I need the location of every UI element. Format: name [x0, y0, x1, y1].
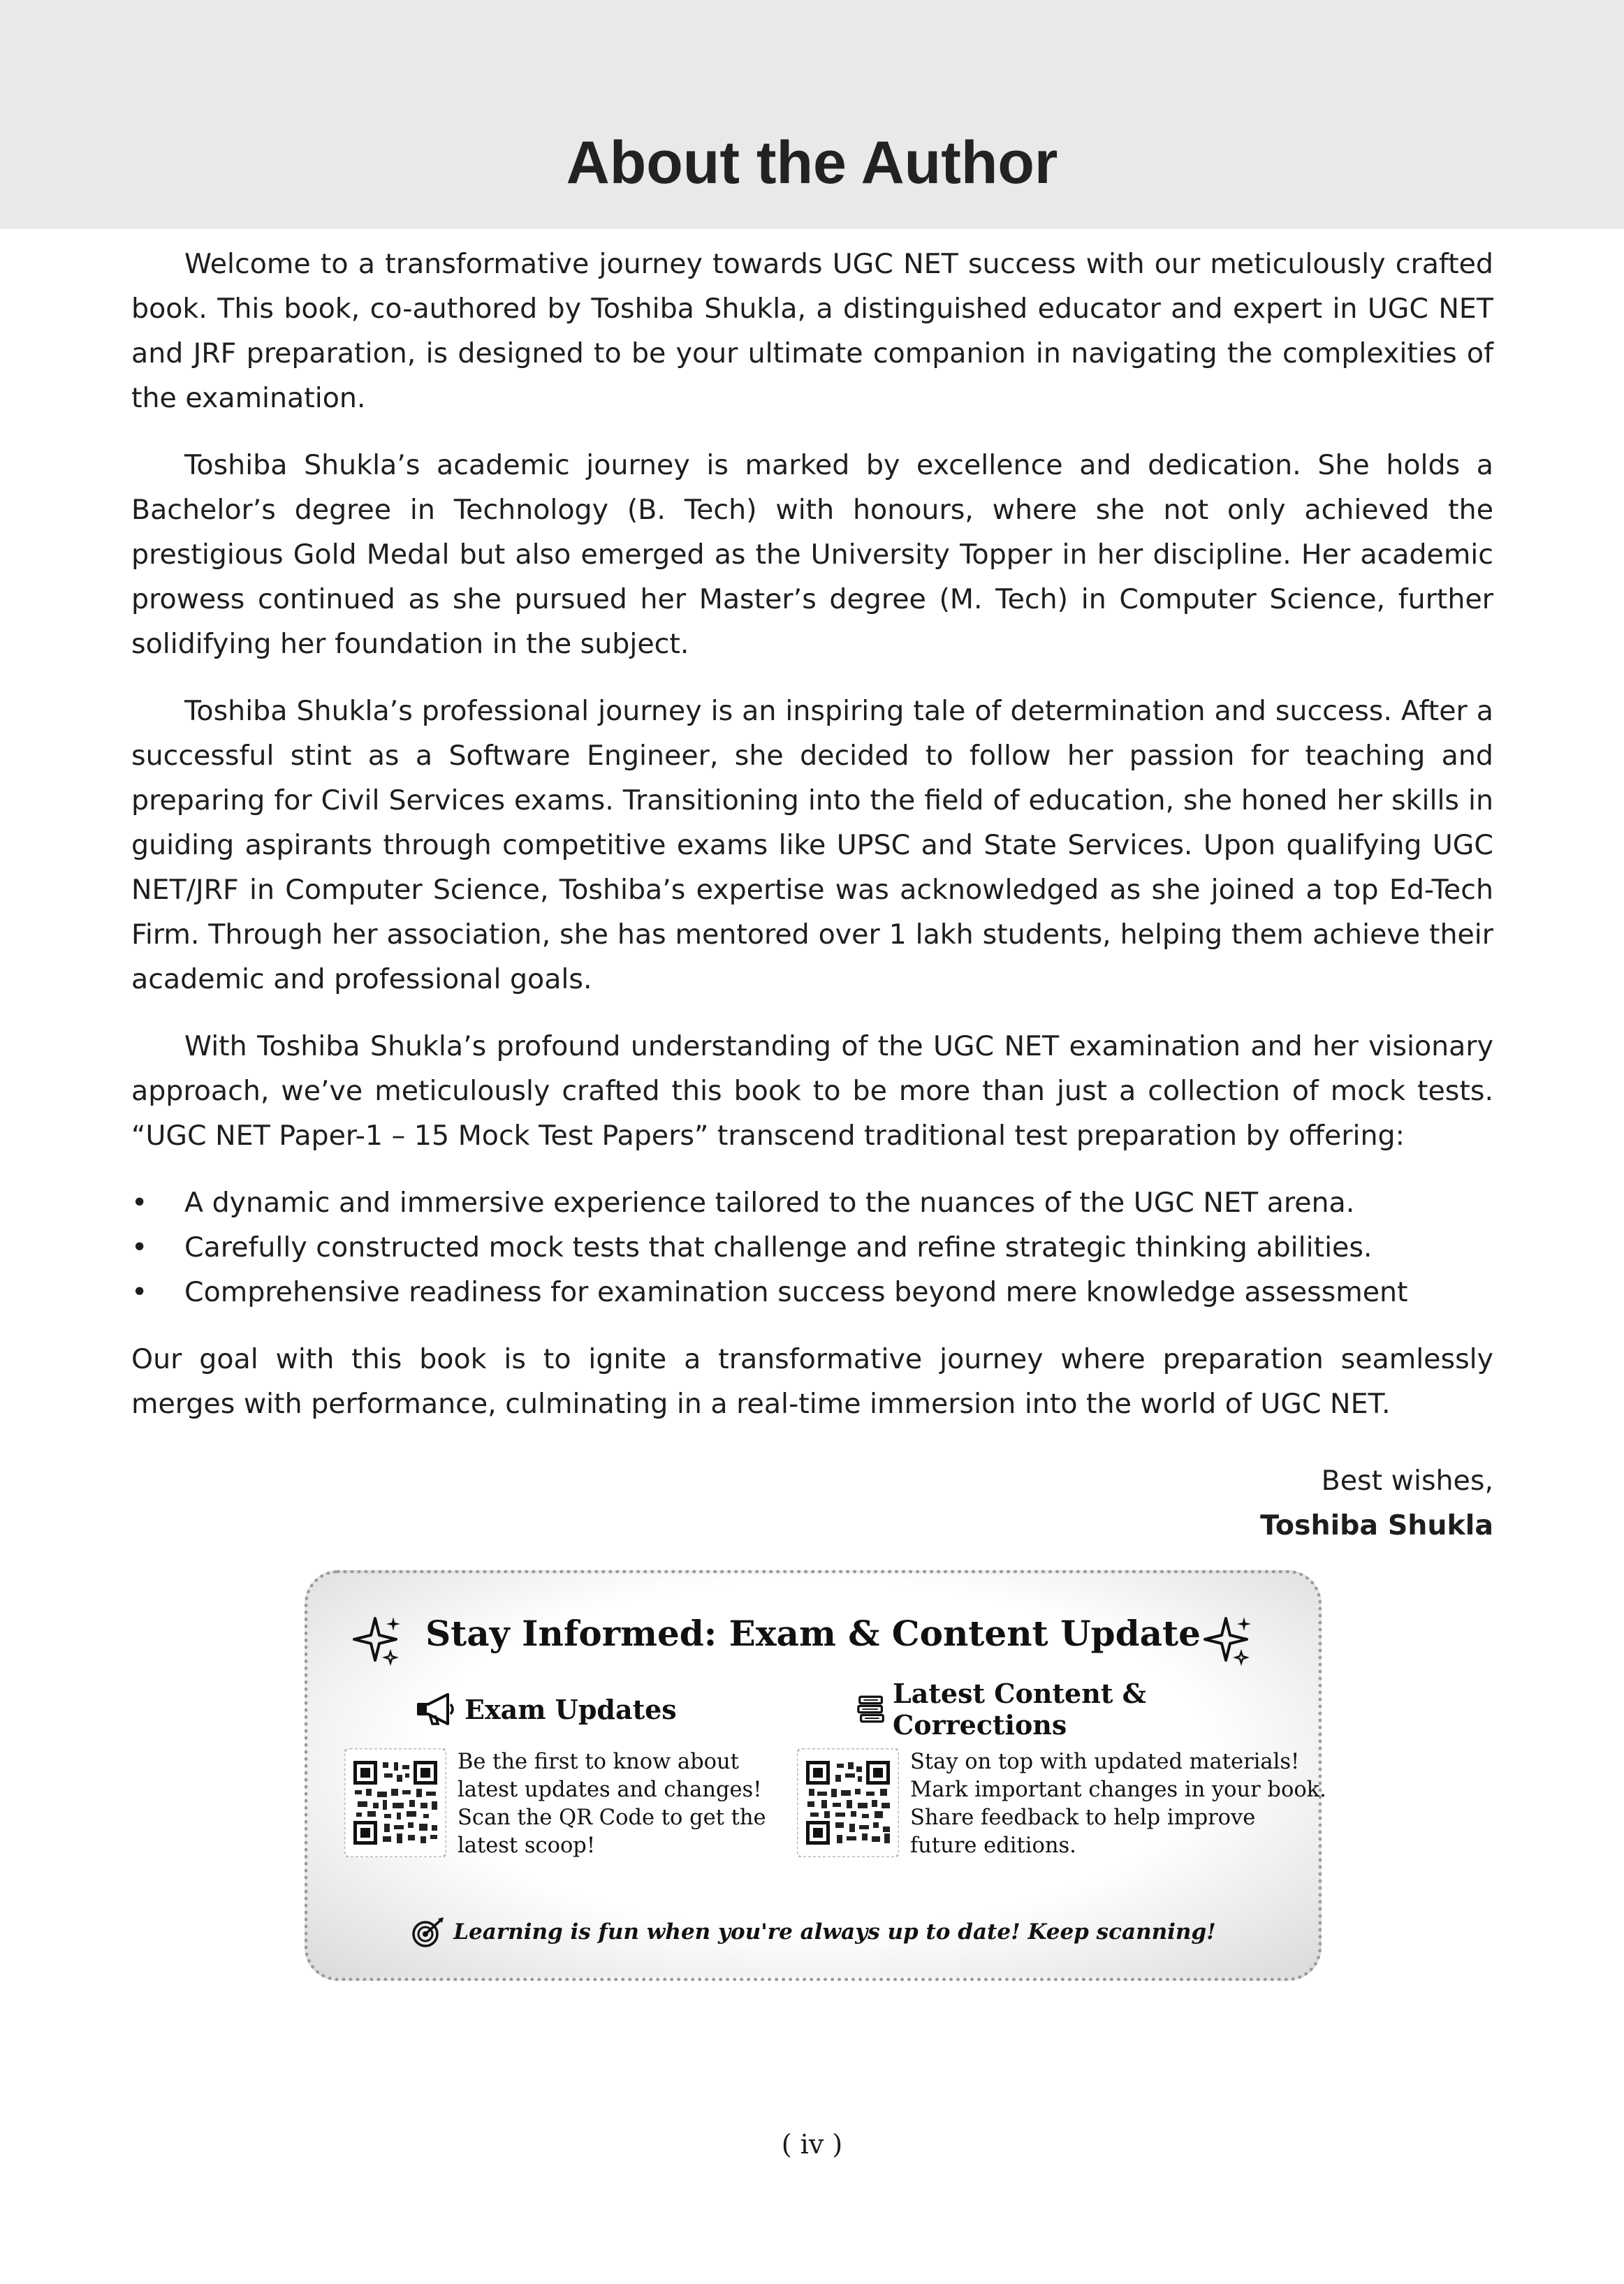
exam-updates-line: Be the first to know about	[458, 1750, 739, 1774]
author-bio	[131, 242, 1493, 1548]
page-title: About the Author	[566, 129, 1058, 196]
signoff-wishes: Best wishes,	[1321, 1465, 1493, 1497]
professional-paragraph: Toshiba Shukla’s professional journey is an inspiring tale of determination and success. After a successful stint as a Software Engineer, she decided to follow her passion for teaching and preparing for Civil Services exams. Transitioning into the field of education, she honed her skills in guiding aspirants through competitive exams like UPSC and State Services. Upon qualifying UGC NET/JRF in Computer Science, Toshiba’s expertise was acknowledged as she joined a top Ed-Tech Firm. Through her association, she has mentored over 1 lakh students, helping them achieve their academic and professional goals.	[131, 695, 1493, 995]
target-icon	[410, 1916, 446, 1948]
tagline-text: Learning is fun when you're always up to date! Keep scanning!	[453, 1919, 1216, 1945]
list-item-text: A dynamic and immersive experience tailored to the nuances of the UGC NET arena.	[184, 1187, 1355, 1219]
offering-list	[131, 1180, 1493, 1315]
content-corrections-line: future editions.	[910, 1833, 1076, 1858]
books-icon	[857, 1693, 886, 1725]
update-box	[305, 1570, 1326, 1981]
qr-code-content-corrections[interactable]	[797, 1748, 899, 1857]
content-corrections-label: Latest Content & Corrections	[893, 1678, 1146, 1741]
update-box-title: Stay Informed: Exam & Content Update	[425, 1613, 1201, 1654]
page-number: ( iv )	[781, 2129, 843, 2160]
content-corrections-line: Share feedback to help improve	[910, 1806, 1256, 1830]
qr-code-exam-updates[interactable]	[344, 1748, 446, 1857]
list-item	[131, 1180, 1493, 1225]
exam-updates-label: Exam Updates	[464, 1693, 677, 1725]
closing-paragraph: Our goal with this book is to ignite a transformative journey where preparation seamlessly merges with performance, culminating in a real-time immersion into the world of UGC NET.	[131, 1343, 1493, 1420]
list-item	[131, 1225, 1493, 1270]
academic-paragraph: Toshiba Shukla’s academic journey is marked by excellence and dedication. She holds a Bachelor’s degree in Technology (B. Tech) with honours, where she not only achieved the prestigious Gold Medal but also emerged as the University Topper in her discipline. Her academic prowess continued as she pursued her Master’s degree (M. Tech) in Computer Science, further solidifying her foundation in the subject.	[131, 449, 1493, 660]
megaphone-icon	[414, 1692, 458, 1727]
exam-updates-text	[458, 1748, 766, 1860]
content-corrections-line: Stay on top with updated materials!	[910, 1750, 1300, 1774]
signoff	[131, 1458, 1493, 1548]
intro-paragraph: Welcome to a transformative journey towards UGC NET success with our meticulously crafted book. This book, co-authored by Toshiba Shukla, a distinguished educator and expert in UGC NET and JRF preparation, is designed to be your ultimate companion in navigating the complexities of the examination.	[131, 248, 1493, 414]
bullet-marker: •	[131, 1231, 148, 1264]
sparkle-icon	[1202, 1614, 1255, 1667]
content-corrections-text	[910, 1748, 1326, 1860]
content-corrections-heading	[857, 1678, 1300, 1741]
update-box-tagline	[308, 1916, 1318, 1948]
bullet-marker: •	[131, 1187, 148, 1219]
content-corrections-section	[797, 1678, 1326, 1882]
exam-updates-section	[344, 1688, 791, 1882]
list-item-text: Comprehensive readiness for examination success beyond mere knowledge assessment	[184, 1276, 1408, 1308]
author-name: Toshiba Shukla	[1260, 1509, 1493, 1542]
exam-updates-heading	[414, 1688, 791, 1730]
content-corrections-line: Mark important changes in your book.	[910, 1778, 1326, 1802]
exam-updates-line: Scan the QR Code to get the	[458, 1806, 766, 1830]
approach-paragraph: With Toshiba Shukla’s profound understanding of the UGC NET examination and her visionary approach, we’ve meticulously crafted this book to be more than just a collection of mock tests. “UGC NET Paper-1 – 15 Mock Test Papers” transcend traditional test preparation by offering:	[131, 1030, 1493, 1152]
exam-updates-line: latest updates and changes!	[458, 1778, 762, 1802]
list-item-text: Carefully constructed mock tests that challenge and refine strategic thinking abilities.	[184, 1231, 1373, 1264]
bullet-marker: •	[131, 1276, 148, 1308]
list-item	[131, 1270, 1493, 1315]
exam-updates-line: latest scoop!	[458, 1833, 596, 1858]
